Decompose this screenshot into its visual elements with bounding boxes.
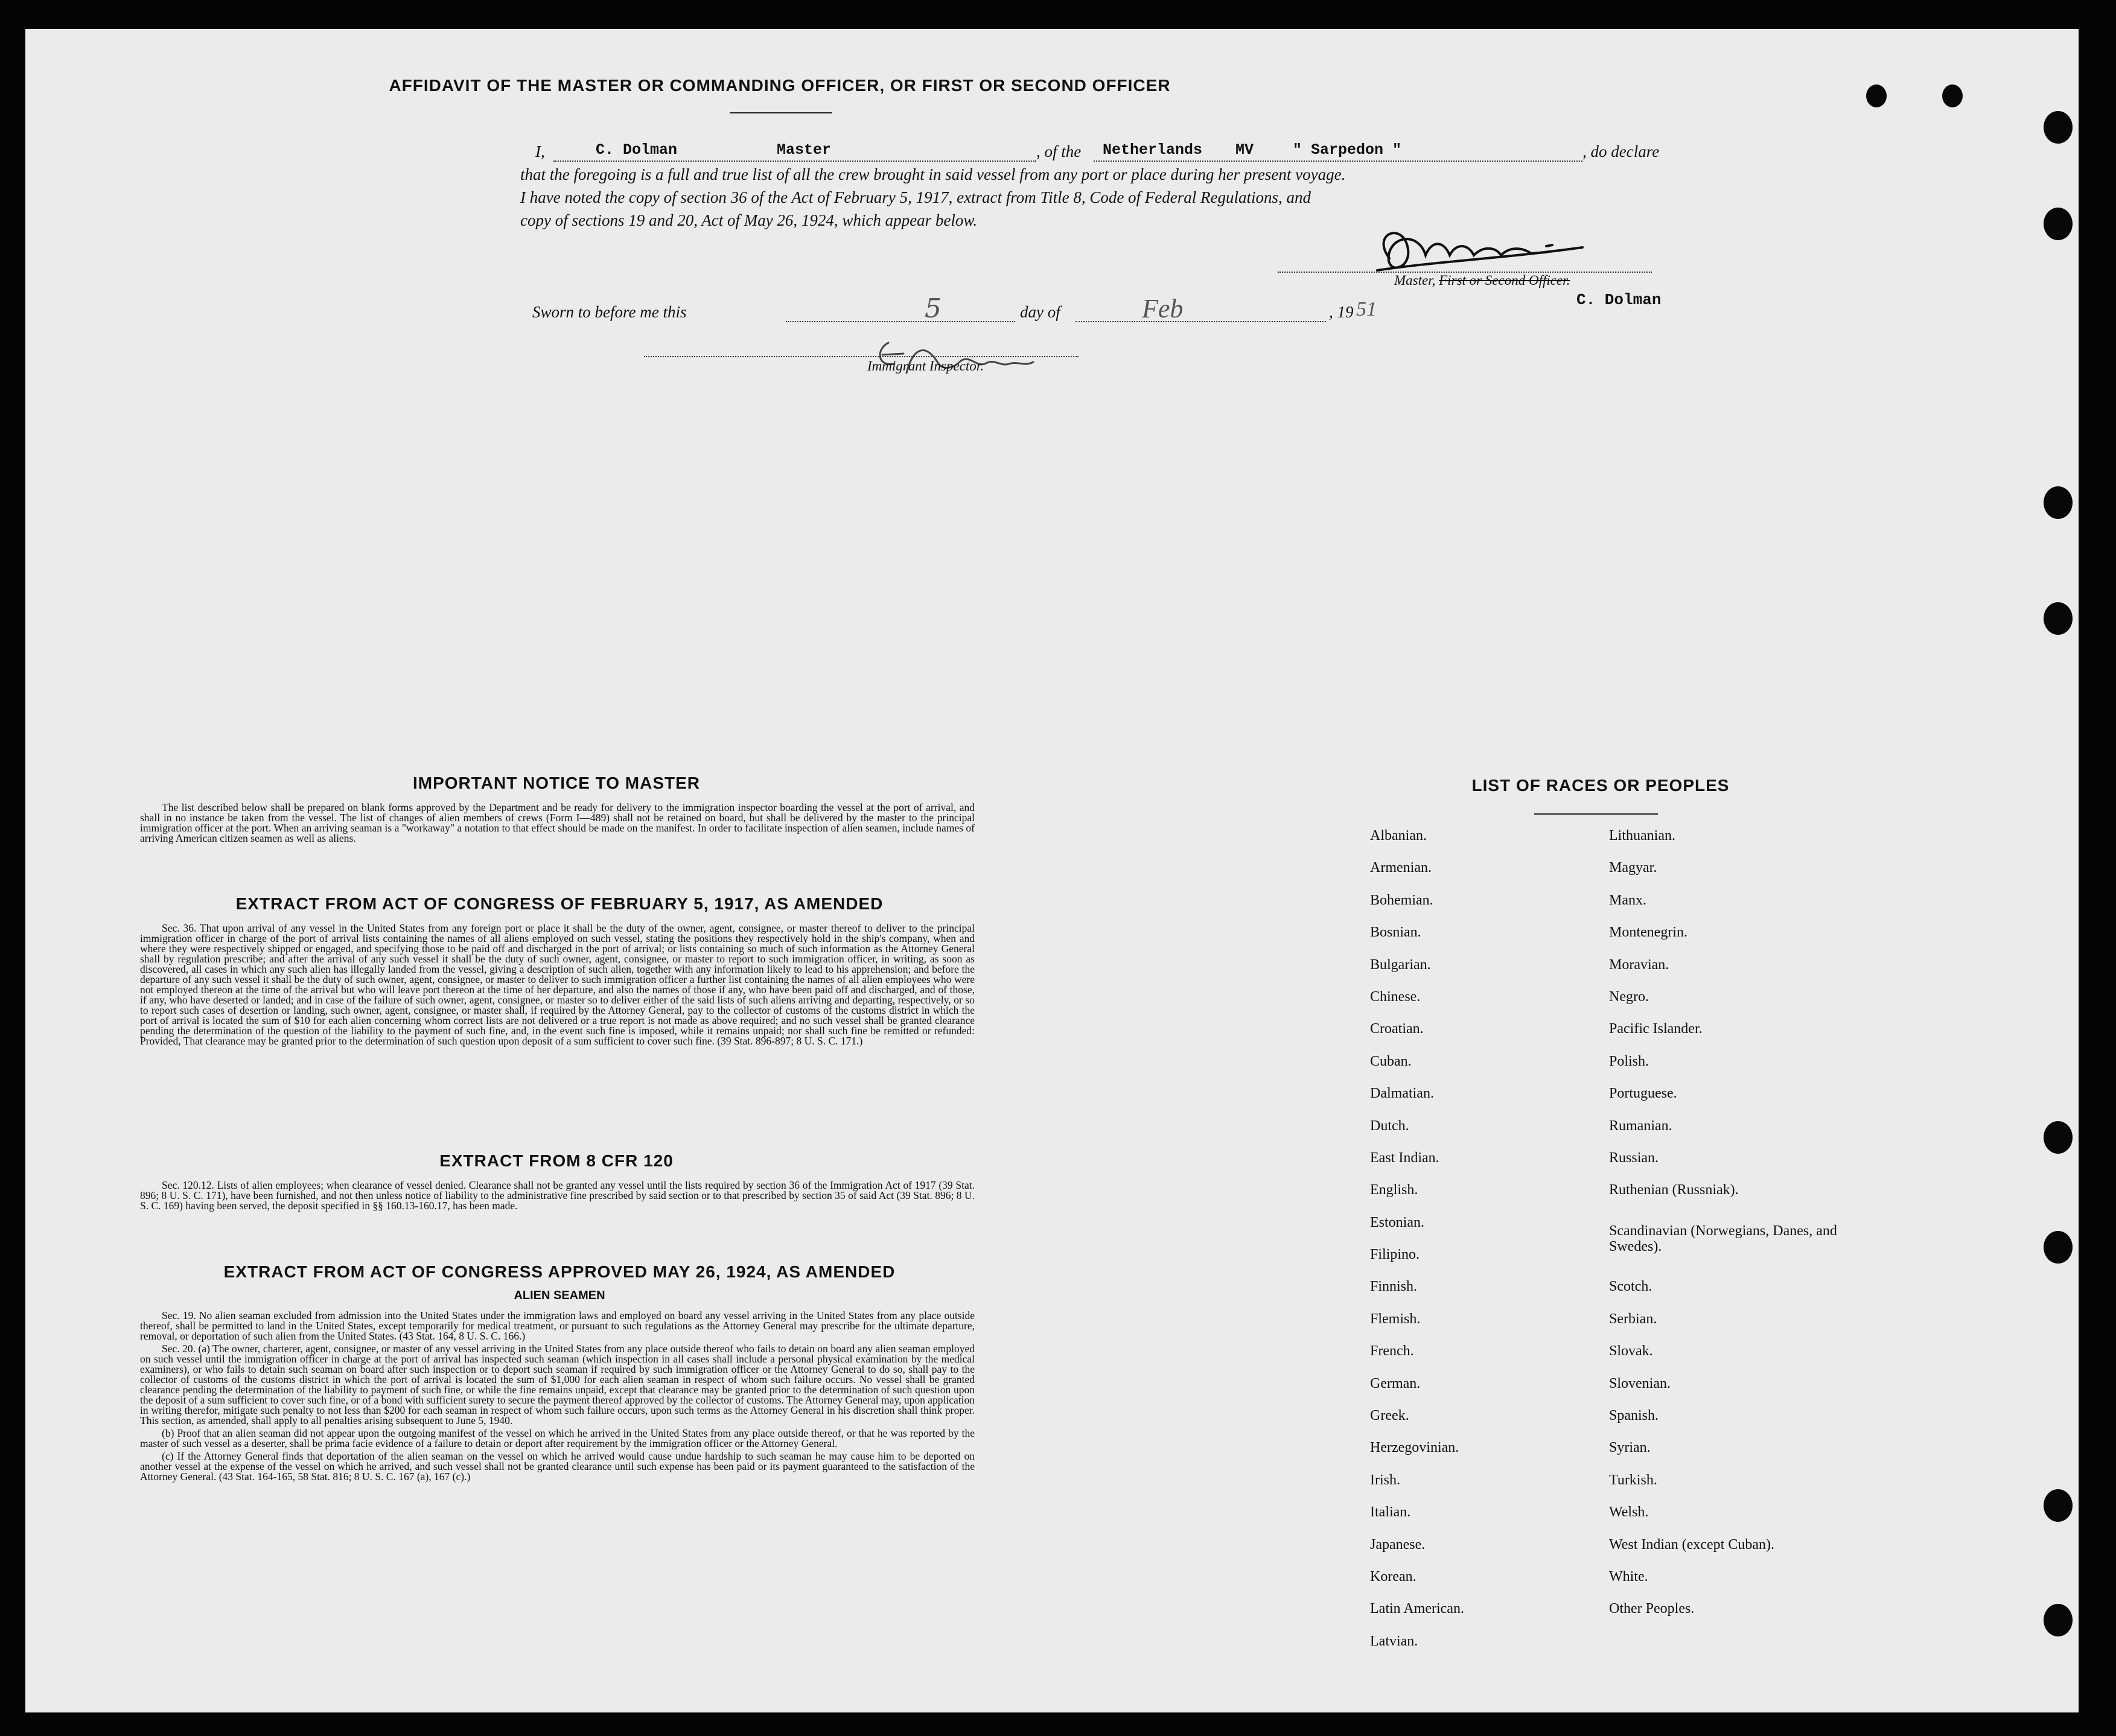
race-item: Montenegrin. [1609,924,1687,941]
sec-120-12-paragraph: Sec. 120.12. Lists of alien employees; when clearance of vessel denied. Clearance shall not be granted any vessel until the lists required by section 36 of the Immigration Act of 1917 (39 Stat. 896; 8 U. S. C. 171), have been furnished, and not then unless notice of liability to the administrative fine prescribed by said section or to that prescribed by section 35 of said Act (39 Stat. 896; 8 U. S. C. 169) having been served, the deposit specified in §§ 160.13-160.17, has been made. [140,1179,975,1212]
month-value: Feb [1142,294,1184,323]
race-item: Latvian. [1370,1633,1418,1649]
race-item: Lithuanian. [1609,828,1675,844]
affidavit-line-3: I have noted the copy of section 36 of the Act of February 5, 1917, extract from Title 8, Code of Federal Regulations, and [520,188,1311,206]
races-left-column [1370,827,1587,1664]
sec-19-paragraph: Sec. 19. No alien seaman excluded from admission into the United States under the immigration laws and employed on board any vessel arriving in the United States from any place outside thereof, shall be permitted to land in the United States, except temporarily for medical treatment, or pursuant to such regulations as the Attorney General may prescribe for the ultimate departure, removal, or deportation of such alien from the United States. (43 Stat. 164, 8 U. S. C. 166.) [140,1309,975,1342]
affidavit-line-2: that the foregoing is a full and true list of all the crew brought in said vessel from any port or place during her present voyage. [520,165,1346,183]
affidavit-title: AFFIDAVIT OF THE MASTER OR COMMANDING OFFICER, OR FIRST OR SECOND OFFICER [389,76,1171,95]
notice-title: IMPORTANT NOTICE TO MASTER [412,774,701,792]
race-item: Manx. [1609,892,1646,908]
punch-hole [2044,1231,2073,1264]
punch-hole [2044,1489,2073,1522]
extract-cfr-title: EXTRACT FROM 8 CFR 120 [439,1151,674,1170]
race-item: Italian. [1370,1504,1411,1521]
day-of-label: day of [1020,303,1060,321]
year-value: 51 [1356,298,1377,320]
extract-1917-text [140,923,975,1049]
inspector-dotted-line [644,356,1079,357]
race-item: Armenian. [1370,860,1432,876]
race-item: Korean. [1370,1568,1417,1585]
sec-20a-paragraph: Sec. 20. (a) The owner, charterer, agent, consignee, or master of any vessel arriving in the United States from any place outside thereof who fails to detain on board any alien seaman employed on such vessel until the immigration officer in charge at the port of arrival has inspected such seaman (which inspection in all cases shall include a personal physical examination by the medical examiners), or who fails to detain such seaman on board after such inspection or to deport such seaman if required by such immigration officer or the Attorney General to do so, shall pay to the collector of customs of the customs district in which the port of arrival is located the sum of $1,000 for each alien seaman in respect of whom such failure occurs. No vessel shall be granted clearance pending the determination of the liability to payment of such fine, or while the fine remains unpaid, except that clearance may be granted prior to the determination of such question upon the deposit of a sum sufficient to cover such fine, or of a bond with sufficient surety to secure the payment thereof approved by the collector of customs. The Attorney General may, upon application in writing therefor, mitigate such penalty to not less than $200 for each seaman in respect of whom such failure occurs, upon such terms as the Attorney General in his discretion shall think proper. This section, as amended, shall apply to all penalties arising subsequent to June 5, 1940. [140,1343,975,1426]
signature-caption [1394,273,1570,288]
race-item: Greek. [1370,1408,1409,1424]
race-item: Slovenian. [1609,1375,1671,1391]
race-item: Irish. [1370,1472,1400,1488]
punch-hole [2044,1121,2073,1154]
race-item: Other Peoples. [1609,1601,1695,1617]
punch-hole [2044,208,2073,240]
race-item: Ruthenian (Russniak). [1609,1182,1739,1198]
race-item: Croatian. [1370,1021,1424,1037]
race-item: East Indian. [1370,1149,1439,1166]
race-item: Finnish. [1370,1279,1418,1295]
race-item: Albanian. [1370,828,1427,844]
race-item: Syrian. [1609,1440,1651,1456]
do-declare-label: , do declare [1582,142,1660,161]
race-item: Filipino. [1370,1247,1420,1263]
master-rank-value: Master [777,141,832,159]
race-item: Serbian. [1609,1311,1657,1327]
inspector-caption: Immigrant Inspector. [867,358,984,374]
vessel-name-value: " Sarpedon " [1293,141,1402,159]
affidavit-line-1 [535,142,1833,167]
race-item: White. [1609,1569,1648,1585]
extract-1924-title: EXTRACT FROM ACT OF CONGRESS APPROVED MAY 26, 1924, AS AMENDED [223,1262,896,1281]
race-item: English. [1370,1182,1418,1198]
extract-cfr-text [140,1180,975,1213]
race-item: Scotch. [1609,1279,1652,1295]
extract-1917-title: EXTRACT FROM ACT OF CONGRESS OF FEBRUARY 5, 1917, AS AMENDED [235,894,884,913]
title-divider [730,112,832,113]
sworn-label: Sworn to before me this [532,303,687,321]
of-the-label: , of the [1036,142,1082,161]
inspector-signature [870,331,1088,385]
day-field [786,303,1015,322]
i-label: I, [535,142,545,161]
race-item: Dutch. [1370,1118,1409,1134]
affidavit-line-4: copy of sections 19 and 20, Act of May 26, 1924, which appear below. [520,211,978,229]
punch-hole [2044,486,2073,519]
day-value: 5 [925,293,942,324]
caption-struck-officer: First or Second Officer. [1439,273,1570,288]
race-item: Flemish. [1370,1311,1421,1327]
race-item: German. [1370,1375,1421,1391]
race-item: Negro. [1609,988,1649,1005]
punch-hole [2044,1604,2073,1636]
sec-20c-paragraph: (c) If the Attorney General finds that deportation of the alien seaman on the vessel on which he arrived would cause undue hardship to such seaman he may cause him to be deported on another vessel at the expense of the vessel on which he arrived, and such vessel shall not be granted clearance until such expense has been paid or its payment guaranteed to the satisfaction of the Attorney General. (43 Stat. 164-165, 58 Stat. 816; 8 U. S. C. 167 (a), 167 (c).) [140,1450,975,1483]
race-item: Bohemian. [1370,892,1433,908]
race-item: Dalmatian. [1370,1086,1434,1102]
sworn-line [532,293,1438,327]
month-field [1076,303,1326,322]
races-right-column [1609,827,1863,1632]
master-name-value: C. Dolman [596,141,678,159]
race-item: Portuguese. [1609,1086,1677,1102]
race-item: Turkish. [1609,1472,1657,1488]
punch-hole [1942,84,1963,107]
race-item: Pacific Islander. [1609,1021,1703,1037]
race-item: Slovak. [1609,1343,1653,1359]
race-item: Rumanian. [1609,1118,1672,1134]
sec-36-paragraph: Sec. 36. That upon arrival of any vessel in the United States from any foreign port or place it shall be the duty of the owner, agent, consignee, or master thereof to deliver to the principal immigration officer in charge of the port of arrival lists containing the names of all aliens employed on such vessel, stating the positions they respectively hold in the ship's company, when and where they were respectively shipped or engaged, and specifying those to be paid off and discharged in the port of arrival; or lists containing so much of such information as the Attorney General shall by regulation prescribe; and after the arrival of any such vessel it shall be the duty of such owner, agent, consignee, or master to report to such immigration officer, in writing, as soon as discovered, all cases in which any such alien has illegally landed from the vessel, giving a description of such alien, together with any information likely to lead to his apprehension; and before the departure of any such vessel it shall be the duty of such owner, agent, consignee, or master to deliver to such immigration officer a further list containing the names of all alien employees who were not employed thereon at the time of the arrival but who will leave port thereon at the time of her departure, and also the names of those if any, who have been paid off and discharged, and of those, if any, who have deserted or landed; and in case of the failure of such owner, agent, consignee, or master so to deliver either of the said lists of such aliens arriving and departing, respectively, or so to report such cases of desertion or landing, such owner, agent, consignee, or master shall, if required by the Attorney General, pay to the collector of customs of the customs district in which the port of arrival is located the sum of $10 for each alien concerning whom correct lists are not delivered or a true report is not made as above required; and no such vessel shall be granted clearance pending the determination of the question of the liability to the payment of such fine, and, in the event such fine is imposed, while it remains unpaid; nor shall such fine be remitted or refunded: Provided, That clearance may be granted prior to the determination of such question upon deposit of a sum sufficient to cover such fine. (39 Stat. 896-897; 8 U. S. C. 171.) [140,922,975,1047]
race-item: Welsh. [1609,1504,1649,1521]
race-item: Polish. [1609,1053,1649,1069]
punch-hole [1866,84,1887,107]
notice-paragraph: The list described below shall be prepared on blank forms approved by the Department and be ready for delivery to the immigration inspector boarding the vessel at the port of arrival, and shall in no instance be taken from the vessel. The list of changes of alien members of crews (Form I—489) shall not be retained on board, but shall be delivered by the master to the principal immigration officer at the port. When an arriving seaman is a "workaway" a notation to that effect should be made on the manifest. In order to facilitate inspection of alien seamen, include names of arriving American citizen seamen as well as aliens. [140,801,975,844]
extract-1924-text [140,1311,975,1484]
races-divider [1534,813,1658,815]
notice-text [140,803,975,846]
race-item: West Indian (except Cuban). [1609,1536,1774,1553]
race-item: Russian. [1609,1149,1659,1166]
race-item: Bulgarian. [1370,956,1431,973]
vessel-country-value: Netherlands [1103,141,1203,159]
race-item: Bosnian. [1370,924,1421,941]
race-item: French. [1370,1343,1414,1359]
document-page [25,29,2079,1712]
vessel-type-value: MV [1235,141,1254,159]
race-item: Chinese. [1370,988,1421,1005]
punch-hole [2044,602,2073,635]
caption-master: Master, [1394,273,1436,288]
alien-seamen-subtitle: ALIEN SEAMEN [514,1289,605,1302]
typed-master-name: C. Dolman [1576,291,1662,309]
race-item: Latin American. [1370,1601,1464,1617]
race-item: Estonian. [1370,1214,1424,1230]
race-item: Moravian. [1609,956,1669,973]
race-item: Scandinavian (Norwegians, Danes, and Swedes). [1609,1223,1837,1254]
punch-hole [2044,111,2073,144]
year-prefix: , 19 [1329,303,1354,321]
race-item: Spanish. [1609,1408,1659,1424]
race-item: Cuban. [1370,1053,1412,1069]
races-title: LIST OF RACES OR PEOPLES [1471,776,1730,795]
race-item: Herzegovinian. [1370,1440,1459,1456]
race-item: Japanese. [1370,1536,1426,1553]
sec-20b-paragraph: (b) Proof that an alien seaman did not appear upon the outgoing manifest of the vessel on which he arrived in the United States from any place outside thereof, or that he was reported by the master of such vessel as a deserter, shall be prima facie evidence of a failure to detain or deport after requirement by the immigration officer or the Attorney General. [140,1427,975,1449]
race-item: Magyar. [1609,860,1657,876]
